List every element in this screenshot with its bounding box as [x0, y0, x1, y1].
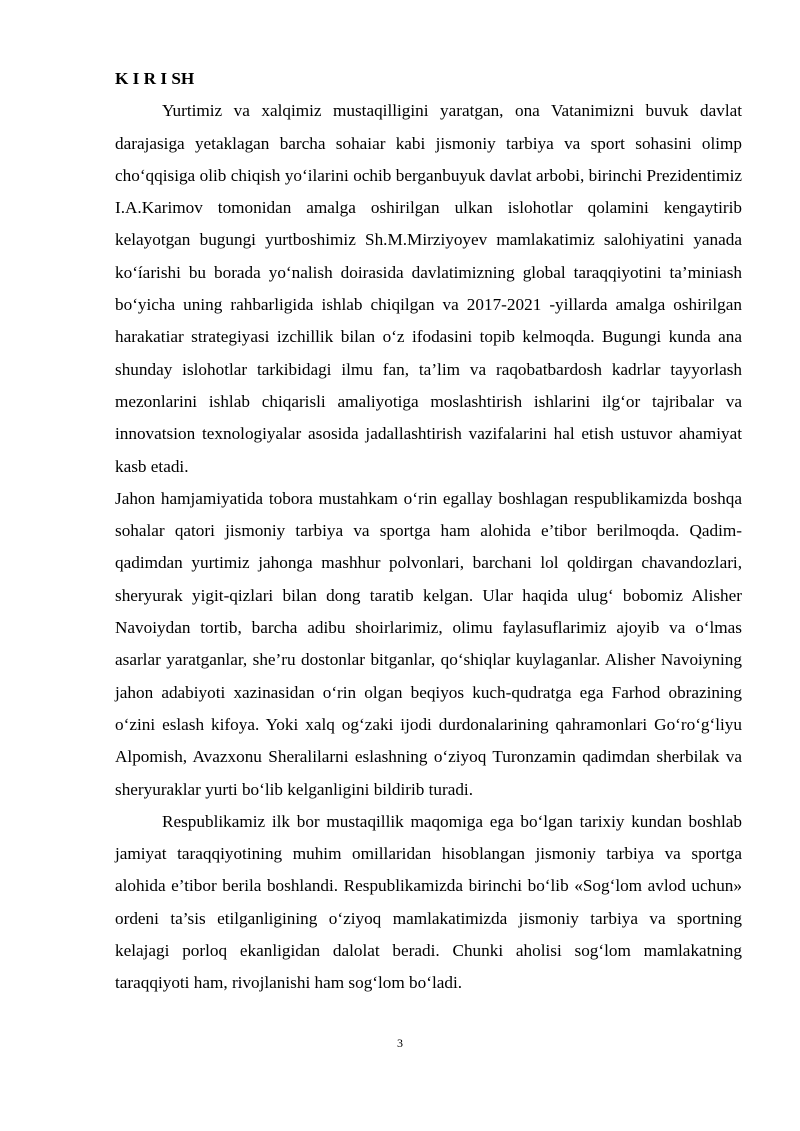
page-number: 3: [397, 1036, 403, 1050]
page-body: [115, 63, 742, 1000]
section-heading: K I R I SH: [115, 69, 195, 88]
paragraph-1: Yurtimiz va xalqimiz mustaqilligini yaratgan, ona Vatanimizni buvuk davlat darajasiga yetaklagan barcha sohaiar kabi jismoniy tarbiya va sport sohasini olimp cho‘qqisiga olib chiqish yo‘ilarini ochib berganbuyuk davlat arbobi, birinchi Prezidentimiz I.A.Karimov tomonidan amalga oshirilgan ulkan islohotlar qolamini kengaytirib kelayotgan bugungi yurtboshimiz Sh.M.Mirziyoyev mamlakatimiz salohiyatini yanada ko‘íarishi bu borada yo‘nalish doirasida davlatimizning global taraqqiyotini ta’miniash bo‘yicha uning rahbarligida ishlab chiqilgan va 2017-2021 -yillarda amalga oshirilgan harakatiar strategiyasi izchillik bilan o‘z ifodasini topib kelmoqda. Bugungi kunda ana shunday islohotlar tarkibidagi ilmu fan, ta’lim va raqobatbardosh kadrlar tayyorlash mezonlarini ishlab chiqarisli amaliyotiga moslashtirish ishlarini ilg‘or tajribalar va innovatsion texnologiyalar asosida jadallashtirish vazifalarini hal etish ustuvor ahamiyat kasb etadi.: [115, 101, 742, 476]
paragraph-2: Jahon hamjamiyatida tobora mustahkam o‘rin egallay boshlagan respublikamizda boshqa sohalar qatori jismoniy tarbiya va sportga ham alohida e’tibor berilmoqda. Qadim-qadimdan yurtimiz jahonga mashhur polvonlari, barchani lol qoldirgan chavandozlari, sheryurak yigit-qizlari bilan dong taratib kelgan. Ular haqida ulug‘ bobomiz Alisher Navoiydan tortib, barcha adibu shoirlarimiz, olimu faylasuflarimiz ajoyib va o‘lmas asarlar yaratganlar, she’ru dostonlar bitganlar, qo‘shiqlar kuylaganlar. Alisher Navoiyning jahon adabiyoti xazinasidan o‘rin olgan beqiyos kuch-qudratga ega Farhod obrazining o‘zini eslash kifoya. Yoki xalq og‘zaki ijodi durdonalarining qahramonlari Go‘ro‘g‘liyu Alpomish, Avazxonu Sheralilarni eslashning o‘ziyoq Turonzamin qadimdan sherbilak va sheryuraklar yurti bo‘lib kelganligini bildirib turadi.: [115, 488, 742, 799]
paragraph-3: Respublikamiz ilk bor mustaqillik maqomiga ega bo‘lgan tarixiy kundan boshlab jamiyat taraqqiyotining muhim omillaridan hisoblangan jismoniy tarbiya va sportga alohida e’tibor berila boshlandi. Respublikamizda birinchi bo‘lib «Sog‘lom avlod uchun» ordeni ta’sis etilganligining o‘ziyoq mamlakatimizda jismoniy tarbiya va sportning kelajagi porloq ekanligidan dalolat beradi. Chunki aholisi sog‘lom mamlakatning taraqqiyoti ham, rivojlanishi ham sog‘lom bo‘ladi.: [115, 811, 742, 993]
